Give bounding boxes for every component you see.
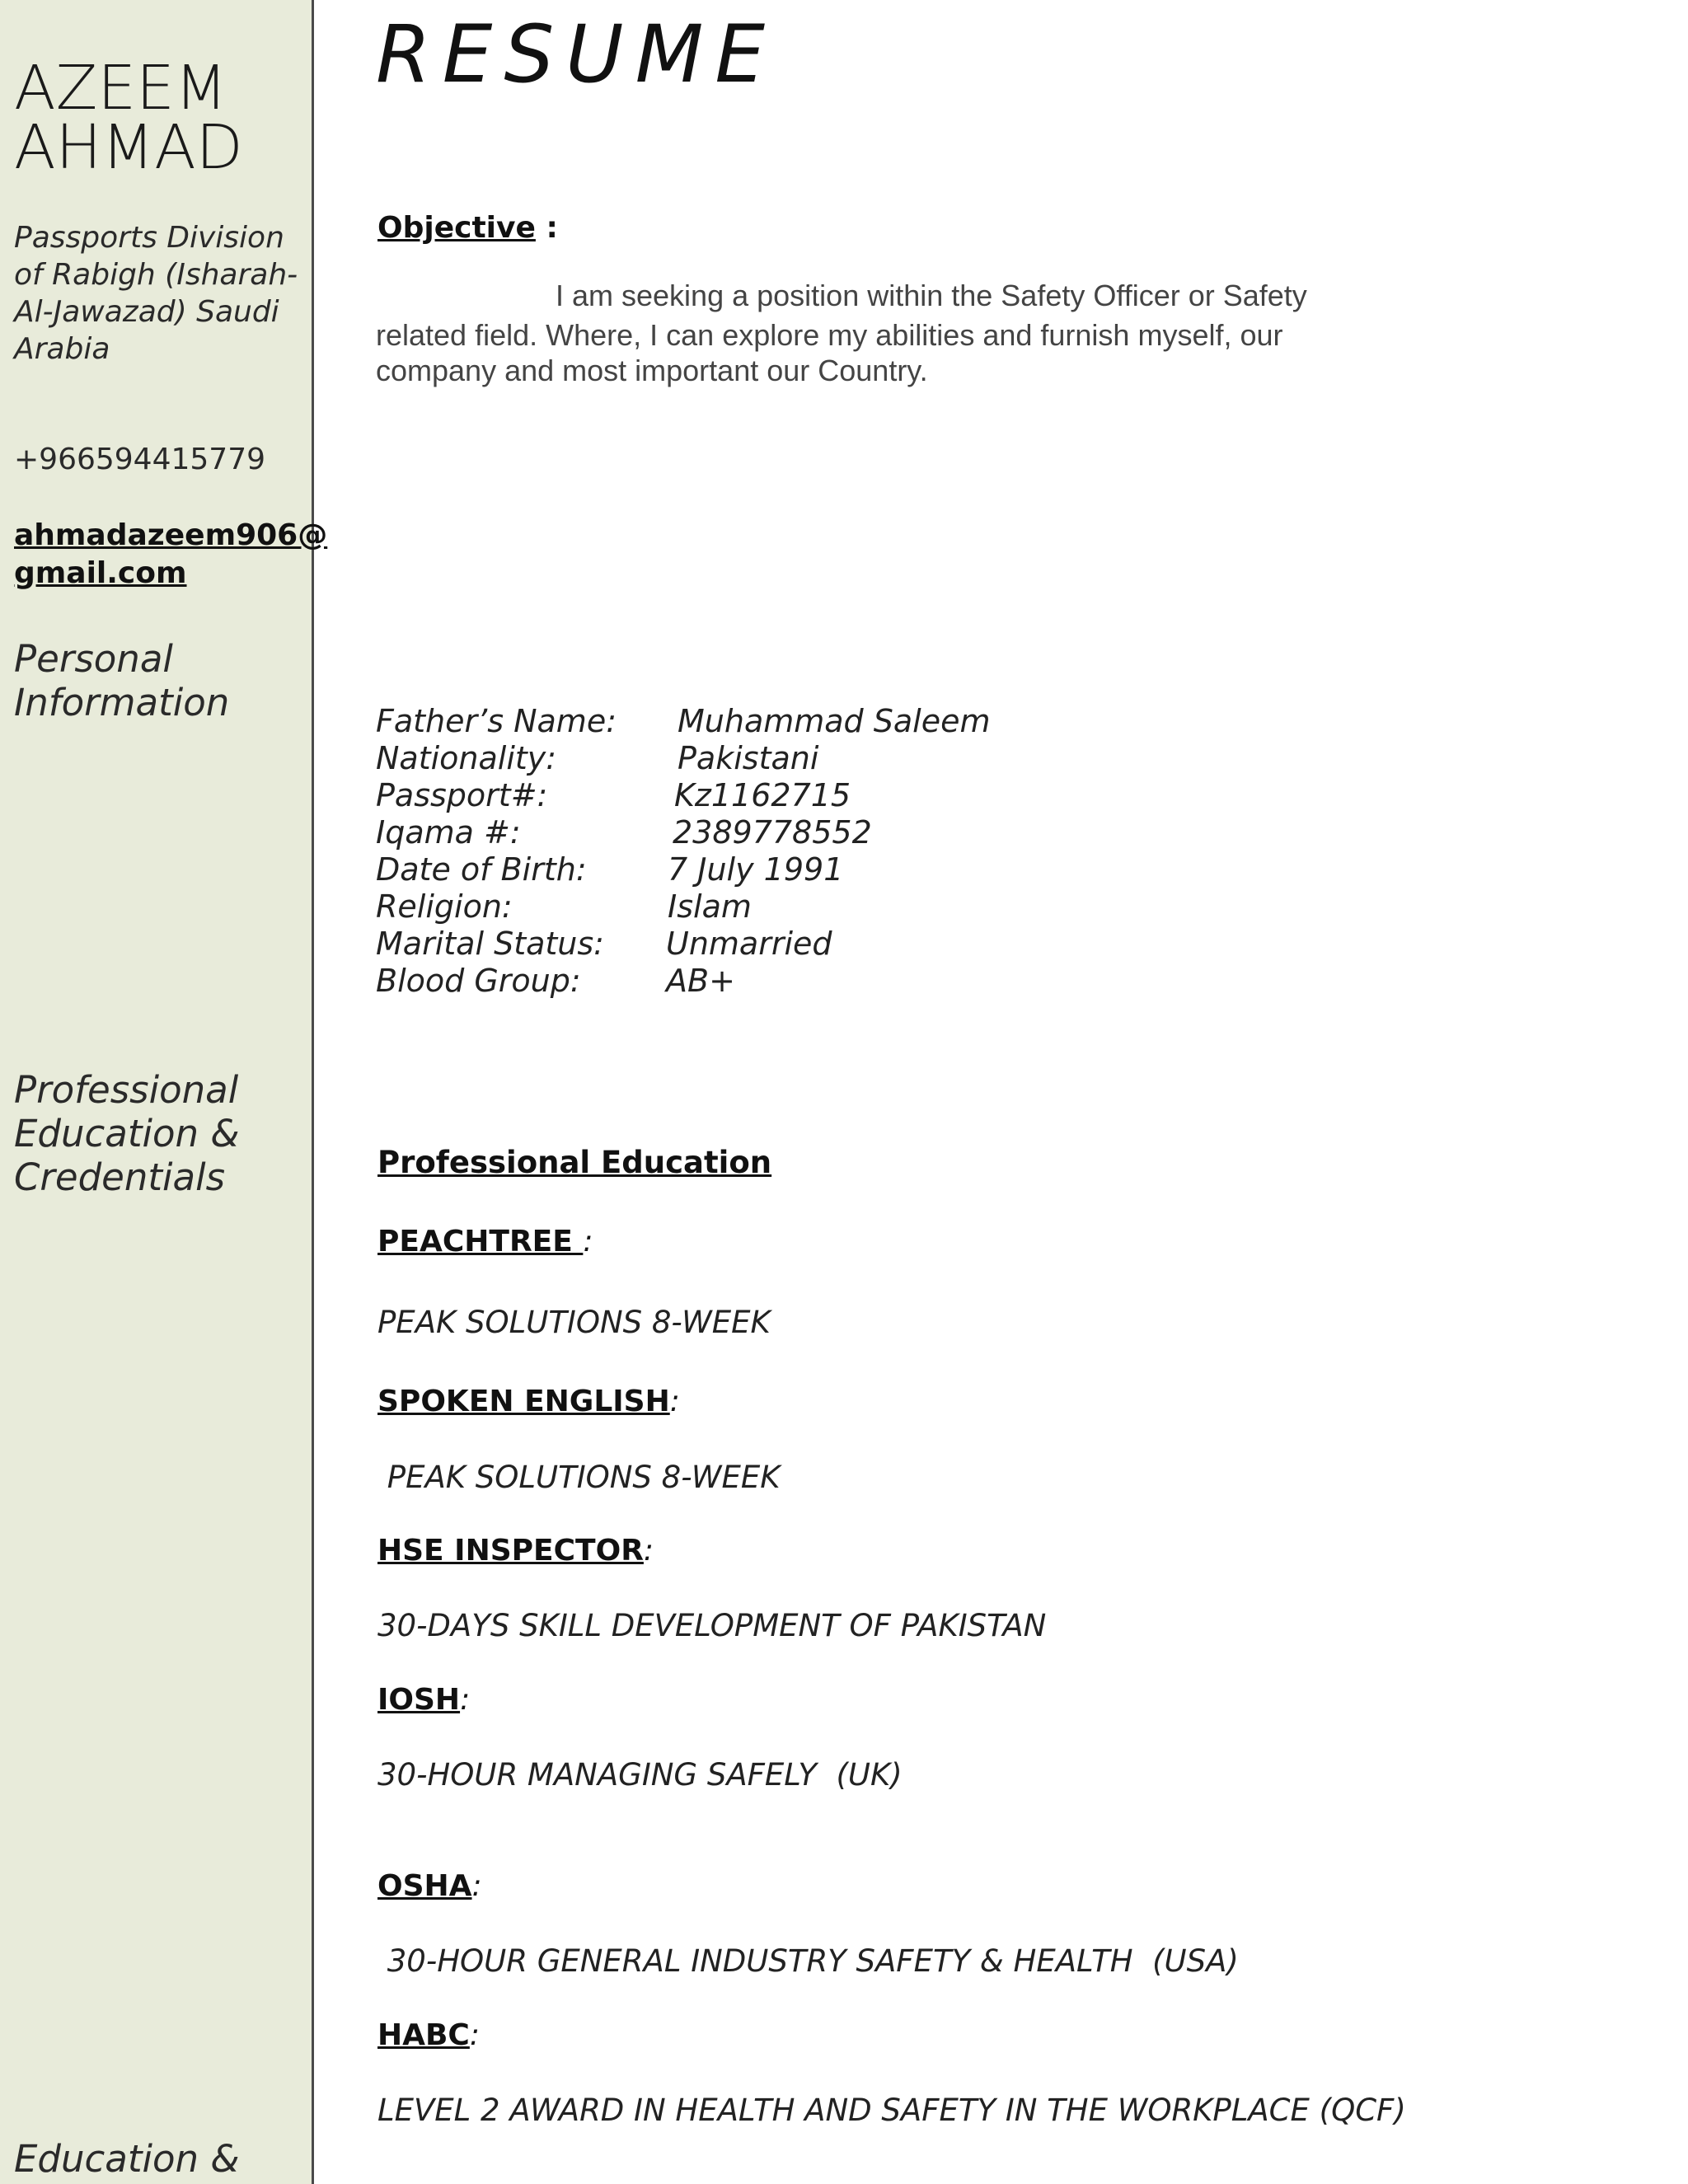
credential-name: PEACHTREE (377, 1225, 584, 1258)
credential-colon: : (643, 1534, 654, 1568)
info-label: Passport#: (376, 777, 548, 813)
info-label: Father’s Name: (376, 703, 617, 739)
credential-title (377, 1225, 593, 1258)
info-label: Nationality: (376, 740, 557, 776)
page-title: RESUME (376, 8, 777, 101)
credential-colon: : (460, 1683, 471, 1717)
section-label-professional: Professional (14, 1068, 239, 1112)
objective-colon: : (535, 211, 558, 245)
sidebar (0, 0, 328, 2184)
info-value: Islam (668, 888, 752, 925)
info-label: Date of Birth: (376, 851, 587, 888)
objective-text-line: company and most important our Country. (376, 354, 928, 387)
section-label-personal: Personal (14, 637, 173, 681)
credential-colon: : (471, 1869, 482, 1903)
info-value: Kz1162715 (674, 777, 851, 813)
credential-title (377, 1683, 470, 1717)
credential-detail: 30-DAYS SKILL DEVELOPMENT OF PAKISTAN (377, 1608, 1047, 1643)
credential-name: SPOKEN ENGLISH (377, 1385, 670, 1418)
section-label-professional: Education & (14, 1112, 240, 1155)
objective-text-line: I am seeking a position within the Safety Officer or Safety (556, 279, 1307, 312)
credential-colon: : (583, 1225, 593, 1258)
address-line: Al-Jawazad) Saudi (14, 295, 279, 329)
info-value: 7 July 1991 (668, 851, 844, 888)
credential-detail: 30-HOUR GENERAL INDUSTRY SAFETY & HEALTH (USA) (377, 1943, 1239, 1979)
info-label: Religion: (376, 888, 513, 925)
credential-name: OSHA (377, 1869, 472, 1903)
section-label-personal: Information (14, 681, 230, 724)
info-label: Marital Status: (376, 926, 604, 962)
info-label: Iqama #: (376, 814, 521, 851)
address-line: of Rabigh (Isharah- (14, 258, 298, 292)
info-label: Blood Group: (376, 963, 581, 999)
credential-title (377, 1869, 482, 1903)
credential-title (377, 1534, 654, 1568)
email-link[interactable]: ahmadazeem906@ (14, 518, 328, 552)
credential-colon: : (669, 1385, 680, 1418)
info-value: AB+ (666, 963, 735, 999)
objective-heading-text: Objective (377, 211, 536, 245)
info-value: Pakistani (678, 740, 819, 776)
credential-name: HABC (377, 2018, 470, 2052)
info-value: Unmarried (666, 926, 832, 962)
name-first: AZEEM (14, 53, 227, 124)
email-link[interactable]: gmail.com (14, 556, 187, 590)
objective-text-line: related field. Where, I can explore my abilities and furnish myself, our (376, 318, 1283, 352)
credential-title (377, 1385, 680, 1418)
address-line: Passports Division (14, 221, 284, 255)
professional-education-heading: Professional Education (377, 1145, 772, 1180)
credential-name: IOSH (377, 1683, 461, 1717)
credential-detail: PEAK SOLUTIONS 8-WEEK (377, 1460, 781, 1495)
credential-colon: : (469, 2018, 480, 2052)
credential-detail: PEAK SOLUTIONS 8-WEEK (377, 1305, 771, 1340)
credential-detail: 30-HOUR MANAGING SAFELY (UK) (377, 1757, 903, 1793)
info-value: 2389778552 (673, 814, 872, 851)
name-last: AHMAD (14, 112, 243, 183)
credential-detail: LEVEL 2 AWARD IN HEALTH AND SAFETY IN THE WORKPLACE (QCF) (377, 2093, 1406, 2128)
phone-number: +966594415779 (14, 443, 266, 476)
address-line: Arabia (14, 332, 110, 366)
section-label-professional: Credentials (14, 1155, 226, 1199)
credential-name: HSE INSPECTOR (377, 1534, 644, 1568)
section-label-education: Education & (14, 2137, 240, 2181)
credential-title (377, 2018, 480, 2052)
info-value: Muhammad Saleem (678, 703, 991, 739)
objective-heading (377, 211, 558, 245)
